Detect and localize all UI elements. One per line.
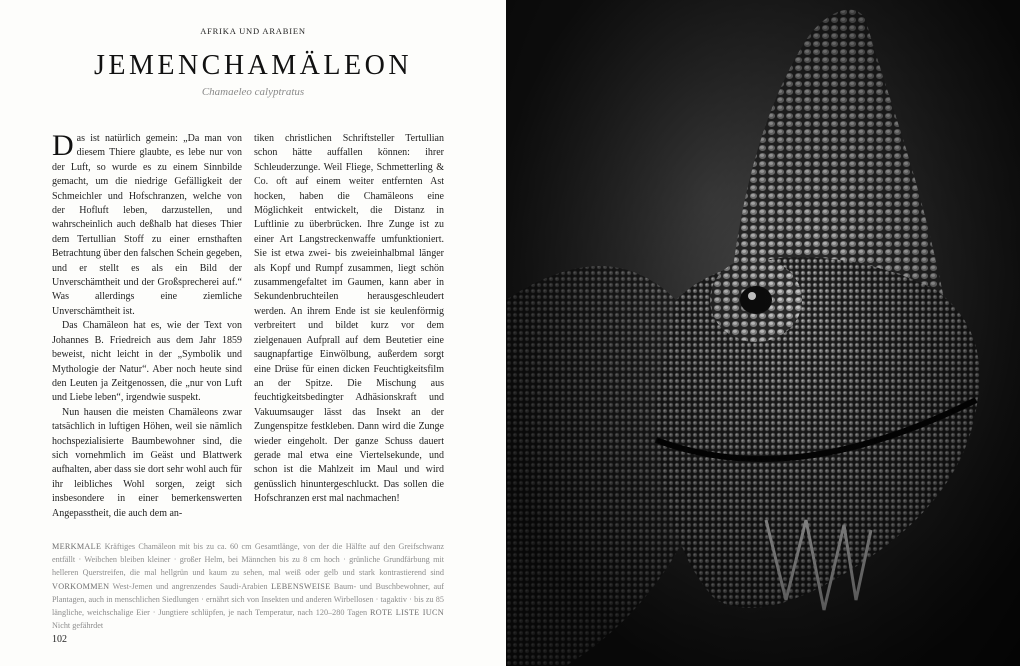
section-heading: AFRIKA UND ARABIEN — [200, 26, 306, 36]
facts-label: MERKMALE — [52, 542, 102, 551]
text-column-left — [52, 129, 242, 521]
scientific-name: Chamaeleo calyptratus — [201, 86, 305, 98]
paragraph: tiken christlichen Schriftsteller Tertullian schon hätte auffallen können: ihrer Schleuderzunge. Weil Fliege, Schmetterling & Co. oft auf einem weiter entfernten Ast hocken, haben die Chamäleons eine Möglichkeit entwickelt, die Distanz in Luftlinie zu überbrücken. Ihre Zunge ist zu einer Art Langstreckenwaffe umfunktioniert. Sie ist etwa zwei- bis zweieinhalbmal länger als Kopf und Rumpf zusammen, liegt schön zusammengefaltet im Gaumen, kann aber in Sekundenbruchteilen herausgeschleudert werden. An ihrem Ende ist sie keulenförmig verbreitert und bildet kurz vor dem zielgenauen Aufprall auf dem Beutetier eine saugnapfartige Einwölbung, außerdem sorgt eine Drüse für einen dicken Feuchtigkeitsfilm an der Spitze. Die Mischung aus feuchtigkeitsbedingter Adhäsionskraft und Vakuumsauger lässt das Insekt an der Zungenspitze festkleben. Dann wird die Zunge wieder eingeholt. Der ganze Schuss dauert gerade mal etwa eine Viertelsekunde, und schon ist die Mahlzeit im Maul und wird genüsslich hinuntergeschluckt. Das sollen die Hofschranzen erst mal nachmachen! — [254, 133, 444, 505]
page-number: 102 — [52, 634, 67, 645]
species-facts: MERKMALE Kräftiges Chamäleon mit bis zu ca. 60 cm Gesamtlänge, von der die Hälfte auf den Greifschwanz entfällt · Weibchen bleiben kleiner · großer Helm, bei Männchen bis zu 8 cm hoch · grünliche Grundfärbung mit helleren Querstreifen, die mal hellgrün und kaum zu sehen, mal weiß oder gelb und stark kontrastierend sind VORKOMMEN West-Jemen und angrenzendes Saudi-Arabien LEBENSWEISE Baum- und Buschbewohner, auf Plantagen, auch in menschlichen Siedlungen · ernährt sich von Insekten und anderen Wirbellosen · tagaktiv · bis zu 85 längliche, weichschalige Eier · Jungtiere schlüpfen, je nach Temperatur, nach 120–280 Tagen ROTE LISTE IUCN Nicht gefährdet — [52, 542, 444, 631]
paragraph: Das ist natürlich gemein: „Da man von diesem Thiere glaubte, es lebe nur von der Luft, so wurde es zu einem Sinnbilde gemacht, um die niedrige Gefälligkeit der Schmeichler und Hofschranzen, welche von der Hofluft leben, darzustellen, und wahrscheinlich auch deßhalb hat dieses Thier dem Tertullian Stoff zu einer ernsthaften Betrachtung über den falschen Schein gegeben, und er stellt es als ein Bild der Unverschämtheit und der Großsprecherei auf.“ Was allerdings eine ziemliche Unverschämtheit ist. — [52, 129, 242, 317]
chameleon-photo — [506, 0, 1020, 666]
page-title: JEMENCHAMÄLEON — [93, 50, 413, 81]
paragraph: Nun hausen die meisten Chamäleons zwar tatsächlich in luftigen Höhen, weil sie nämlich hochspezialisierte Baumbewohner sind, die sich vornehmlich im Geäst und Blattwerk aufhalten, aber dass sie dort sehr wohl auch für ihr leibliches Wohl sorgen, zeigt sich insbesondere in einer bemerkenswerten Angepasstheit, die auch dem an- — [52, 406, 242, 519]
left-page — [0, 0, 506, 666]
text-column-right — [254, 132, 444, 507]
paragraph: Das Chamäleon hat es, wie der Text von Johannes B. Friedreich aus dem Jahr 1859 beweist, nicht leicht in der „Symbolik und Mythologie der Natur“. Aber noch heute sind den Leuten ja Zeitgenossen, die „nur von Luft und Liebe leben“, irgendwie suspekt. — [52, 320, 242, 404]
facts-label: LEBENSWEISE — [271, 581, 331, 591]
chameleon-illustration — [506, 0, 1020, 666]
drop-cap: D — [52, 129, 74, 162]
facts-label: ROTE LISTE IUCN — [370, 608, 444, 618]
facts-label: VORKOMMEN — [52, 581, 110, 591]
